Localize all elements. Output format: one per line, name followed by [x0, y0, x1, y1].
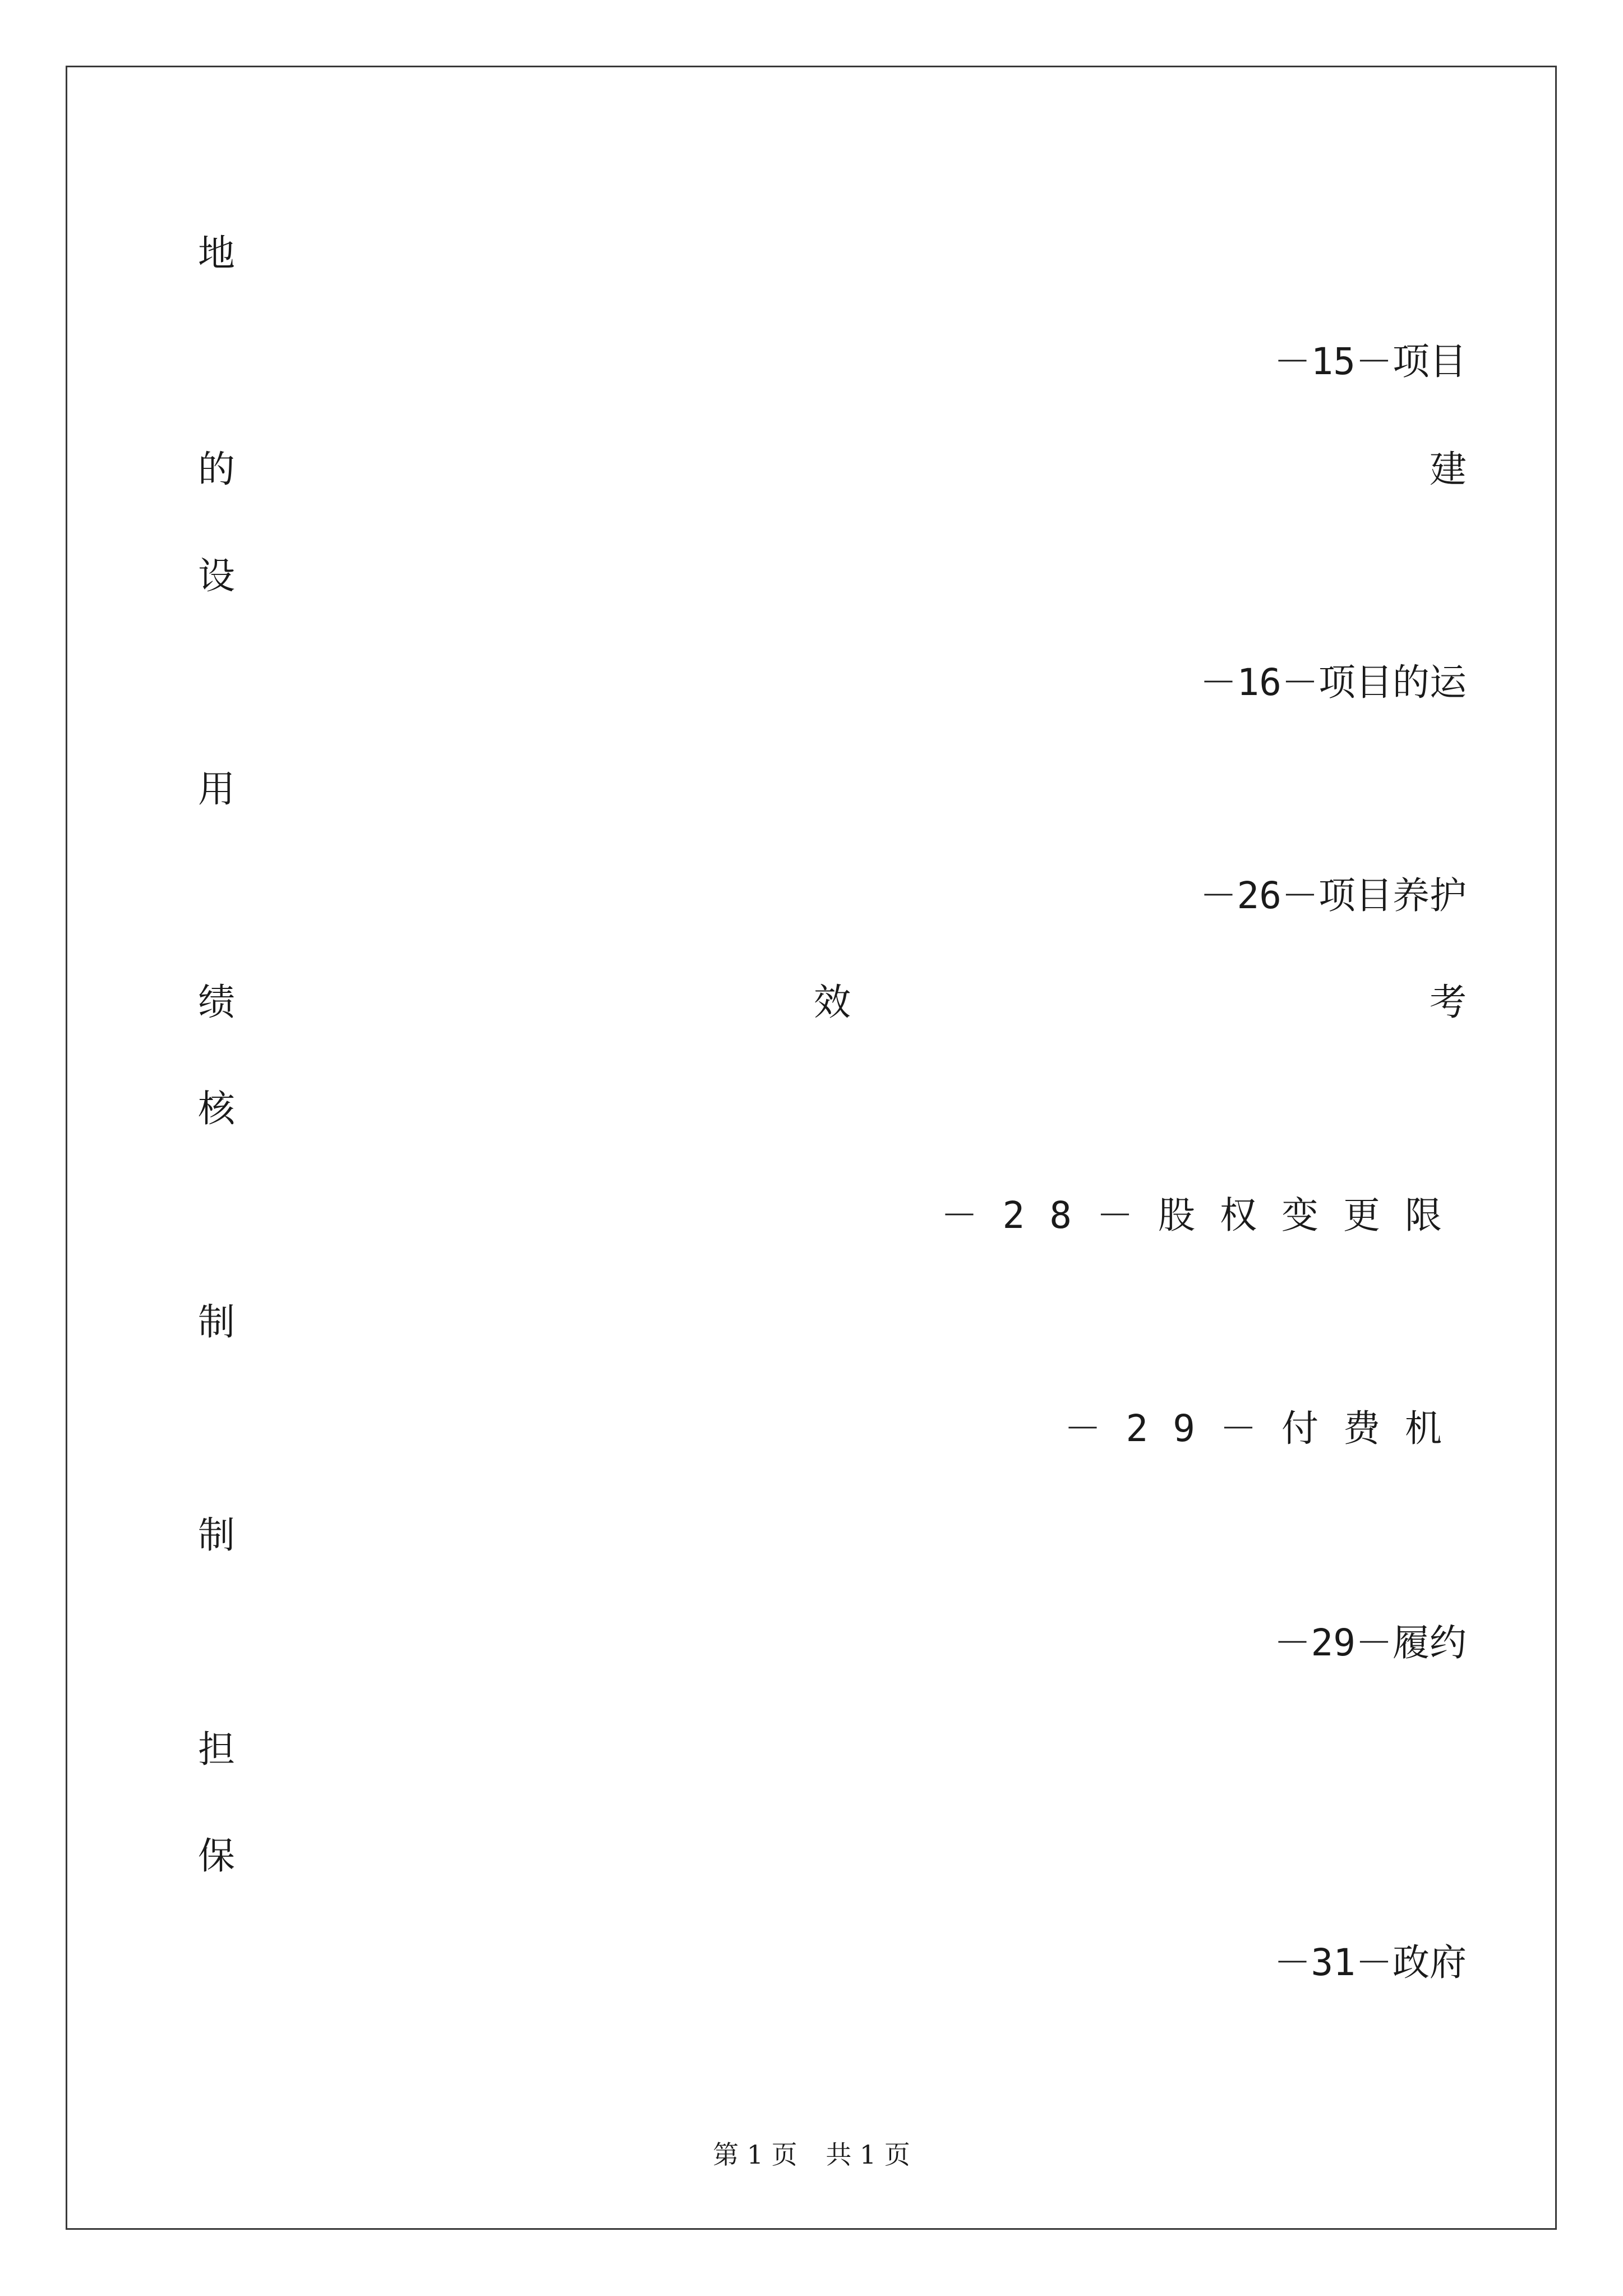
toc-line-text: 保 — [198, 1834, 235, 1878]
page-number-and-title: －29－付费机 — [1064, 1406, 1467, 1450]
toc-line-text: 绩 — [198, 980, 235, 1024]
dot-leader — [199, 1940, 1252, 1977]
toc-line[interactable] — [198, 1925, 1467, 1993]
dot-leader — [199, 1193, 919, 1230]
dot-leader — [199, 1621, 1252, 1658]
dot-leader — [236, 1834, 1453, 1871]
toc-line[interactable] — [198, 1819, 1454, 1886]
page-total: 共 1 页 — [826, 2139, 910, 2170]
page-number-and-title: －28－股权变更限 — [940, 1193, 1467, 1237]
toc-line-text: 核 — [198, 1087, 235, 1130]
dot-leader — [199, 1406, 1042, 1443]
toc-line[interactable] — [198, 1712, 1467, 1779]
toc-line[interactable] — [198, 1498, 1454, 1565]
toc-line[interactable] — [198, 1071, 1454, 1139]
toc-line[interactable] — [198, 216, 1454, 283]
toc-line[interactable] — [198, 432, 1467, 499]
page-number: 第 1 页 — [713, 2139, 797, 2170]
toc-line-text: 制 — [198, 1300, 235, 1343]
dot-leader — [236, 231, 1453, 268]
dot-leader — [199, 660, 1178, 697]
toc-line[interactable] — [198, 965, 1467, 1032]
toc-line-text: 用 — [198, 767, 235, 811]
toc-line[interactable] — [198, 1605, 1467, 1673]
dot-leader — [236, 554, 1453, 591]
toc-line[interactable] — [198, 858, 1467, 926]
toc-line[interactable] — [198, 1285, 1454, 1352]
toc-line-text: 考 — [1430, 980, 1467, 1024]
page-number-and-title: －16－项目的运 — [1200, 660, 1467, 704]
page-number-and-title: －29－履约 — [1274, 1621, 1467, 1664]
dot-leader — [199, 873, 1178, 910]
toc-line[interactable] — [198, 324, 1467, 392]
dot-leader — [236, 1513, 1453, 1550]
page-number-and-title: －31－政府 — [1274, 1940, 1467, 1984]
dot-leader — [236, 1087, 1453, 1124]
toc-line[interactable] — [198, 539, 1454, 606]
page-number-and-title: －15－项目 — [1274, 339, 1467, 383]
toc-line[interactable] — [198, 1391, 1467, 1458]
toc-line-text: 建 — [1430, 447, 1467, 491]
toc-line[interactable] — [198, 1178, 1467, 1245]
toc-line-text: 担 — [198, 1727, 235, 1771]
dot-leader — [236, 1300, 1453, 1337]
toc-line-text: 效 — [814, 980, 851, 1024]
toc-line-text: 制 — [198, 1513, 235, 1557]
page-footer — [0, 2134, 1623, 2171]
dot-leader — [236, 767, 1453, 804]
toc-line[interactable] — [198, 645, 1467, 712]
toc-line-text: 设 — [198, 554, 235, 597]
page-number-and-title: －26－项目养护 — [1200, 873, 1467, 917]
toc-line-text: 地 — [198, 231, 235, 275]
toc-line[interactable] — [198, 752, 1454, 819]
dot-leader — [199, 339, 1252, 376]
toc-line-text: 的 — [198, 447, 235, 491]
